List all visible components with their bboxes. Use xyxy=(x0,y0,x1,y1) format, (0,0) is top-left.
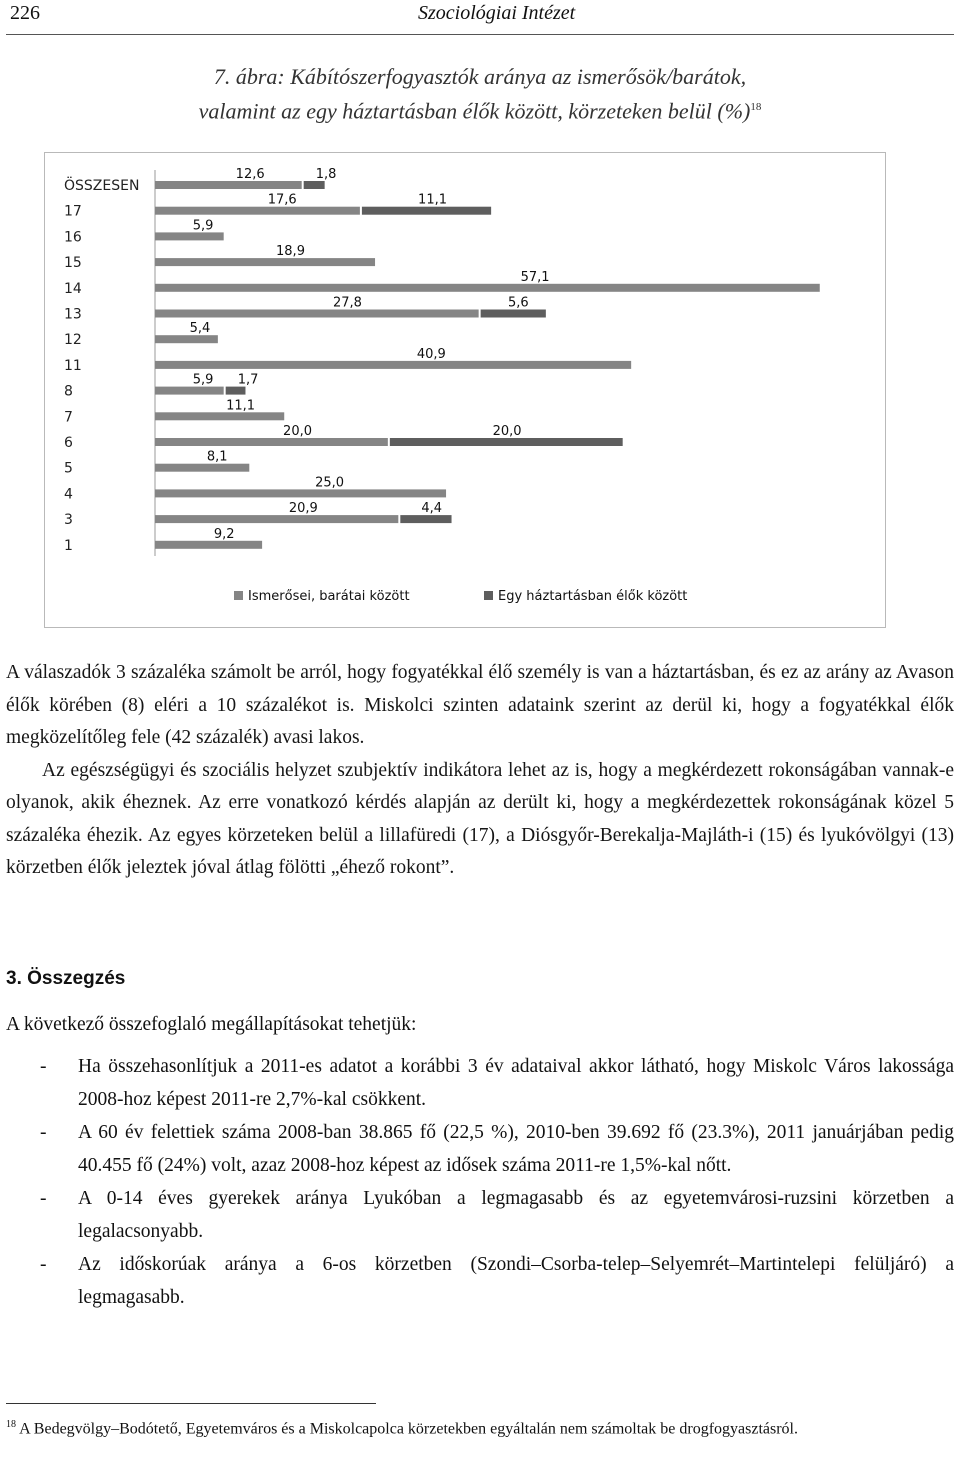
paragraph-hunger: Az egészségügyi és szociális helyzet szubjektív indikátora lehet az is, hogy a megkérdezett rokonságában vannak-e olyanok, akik éheznek. Az erre vonatkozó kérdés alapján az derült ki, hogy a megkérdezettek rokonságának közel 5 százaléka éhezik. Az egyes körzeteken belül a lillafüredi (17), a Diósgyőr-Berekalja-Majláth-i (15) és lyukóvölgyi (13) körzetben élők jeleztek jóval átlag fölötti „éhező rokont”. xyxy=(6,759,954,878)
data-label: 4,4 xyxy=(421,501,443,517)
legend-swatch xyxy=(484,591,493,600)
list-item-text: A 60 év felettiek száma 2008-ban 38.865 fő (22,5 %), 2010-ben 39.692 fő (23.3%), 2011 januárjában pedig 40.455 fő (24%) volt, azaz 2008-hoz képest az idősek száma 2011-re 1,5%-kal nőtt. xyxy=(78,1122,954,1176)
y-tick-label: 5 xyxy=(64,460,73,477)
data-label: 20,0 xyxy=(283,424,313,439)
y-tick-label: 16 xyxy=(64,229,82,246)
bar-household xyxy=(481,310,546,318)
list-dash: - xyxy=(40,1122,47,1143)
data-label: 9,2 xyxy=(213,526,235,542)
footnote-text: A Bedegvölgy–Bodótető, Egyetemváros és a Miskolcapolca körzetekben egyáltalán nem számoltak be drogfogyasztásról. xyxy=(19,1420,798,1438)
figure-caption-line-1: 7. ábra: Kábítószerfogyasztók aránya az ismerősök/barátok, xyxy=(213,64,747,89)
list-item xyxy=(6,1116,954,1182)
data-label: 12,6 xyxy=(235,167,265,182)
section-intro: A következő összefoglaló megállapításokat tehetjük: xyxy=(6,1014,417,1035)
y-tick-label: 3 xyxy=(64,512,73,529)
data-label: 1,7 xyxy=(237,372,259,388)
data-label: 20,9 xyxy=(288,501,318,517)
y-tick-label: 14 xyxy=(64,280,82,297)
bar-friends xyxy=(155,361,631,369)
data-label: 1,8 xyxy=(315,167,337,182)
bar-friends xyxy=(155,541,262,549)
footnote-number: 18 xyxy=(6,1419,16,1430)
y-tick-label: 4 xyxy=(64,486,73,503)
data-label: 27,8 xyxy=(333,295,362,311)
bar-friends xyxy=(155,310,479,318)
paragraph-disability: A válaszadók 3 százaléka számolt be arról, hogy fogyatékkal élő személy is van a háztartásban, és ez az arány az Avason élők körében (8) eléri a 10 százalékot is. Miskolci szinten adataink szerint az derül ki, hogy a fogyatékkal élők megközelítőleg fele (42 százalék) avasi lakos. xyxy=(6,662,954,748)
bar-friends xyxy=(155,181,302,189)
y-tick-label: 1 xyxy=(64,537,73,554)
list-item xyxy=(6,1248,954,1314)
list-item xyxy=(6,1182,954,1248)
data-label: 25,0 xyxy=(315,475,345,491)
legend-label: Ismerősei, barátai között xyxy=(248,589,410,604)
footnote-divider xyxy=(6,1403,376,1404)
bar-friends xyxy=(155,335,218,343)
y-tick-label: 12 xyxy=(64,332,82,349)
bar-friends xyxy=(155,464,249,472)
list-item-text: Ha összehasonlítjuk a 2011-es adatot a korábbi 3 év adataival akkor látható, hogy Miskolc Város lakossága 2008-hoz képest 2011-re 2,7%-kal csökkent. xyxy=(78,1056,954,1110)
body-text xyxy=(6,657,954,885)
y-tick-label: 7 xyxy=(64,409,73,426)
bar-household xyxy=(304,181,325,189)
page-header xyxy=(6,0,954,35)
data-label: 17,6 xyxy=(267,192,297,208)
list-item-text: A 0-14 éves gyerekek aránya Lyukóban a legmagasabb és az egyetemvárosi-ruzsini körzetben a legalacsonyabb. xyxy=(78,1188,954,1242)
running-title: Szociológiai Intézet xyxy=(418,2,576,24)
list-dash: - xyxy=(40,1254,47,1275)
data-label: 5,9 xyxy=(192,218,214,234)
data-label: 5,9 xyxy=(192,372,214,388)
figure-caption xyxy=(0,62,960,126)
list-item xyxy=(6,1050,954,1116)
section-heading: 3. Összegzés xyxy=(6,968,126,989)
bar-friends xyxy=(155,515,398,523)
data-label: 40,9 xyxy=(416,346,446,362)
data-label: 11,1 xyxy=(226,398,256,414)
bar-friends xyxy=(155,489,446,497)
footnote-reference: 18 xyxy=(750,101,762,113)
data-label: 20,0 xyxy=(492,424,522,439)
bar-friends xyxy=(155,207,360,215)
bar-friends xyxy=(155,232,224,240)
y-tick-label: 11 xyxy=(64,357,82,374)
list-dash: - xyxy=(40,1056,47,1077)
bar-household xyxy=(400,515,451,523)
list-item-text: Az időskorúak aránya a 6-os körzetben (Szondi–Csorba-telep–Selyemrét–Martintelepi felüljáró) a legmagasabb. xyxy=(78,1254,954,1308)
y-tick-label: 8 xyxy=(64,383,73,400)
bar-friends xyxy=(155,412,284,420)
y-tick-label: ÖSSZESEN xyxy=(64,178,140,194)
data-label: 11,1 xyxy=(418,192,448,208)
y-tick-label: 6 xyxy=(64,435,73,451)
footnote xyxy=(6,1412,954,1442)
list-dash: - xyxy=(40,1188,47,1209)
summary-list xyxy=(6,1050,954,1314)
y-tick-label: 17 xyxy=(64,203,82,220)
bar-friends xyxy=(155,284,820,292)
y-tick-label: 15 xyxy=(64,255,82,272)
bar-household xyxy=(390,438,623,446)
bar-friends xyxy=(155,258,375,266)
data-label: 8,1 xyxy=(206,449,228,465)
bar-chart xyxy=(44,152,886,628)
data-label: 5,4 xyxy=(189,321,211,337)
page-number: 226 xyxy=(10,2,40,24)
figure-caption-line-2-text: valamint az egy háztartásban élők között, körzeteken belül (%) xyxy=(198,98,751,124)
bar-household xyxy=(226,387,246,395)
bar-friends xyxy=(155,387,224,395)
bar-household xyxy=(362,207,491,215)
legend-swatch xyxy=(234,591,243,600)
data-label: 18,9 xyxy=(276,244,305,260)
data-label: 57,1 xyxy=(520,269,550,285)
y-tick-label: 13 xyxy=(64,306,82,323)
figure-caption-line-2 xyxy=(0,92,960,126)
data-label: 5,6 xyxy=(507,295,529,311)
bar-friends xyxy=(155,438,388,446)
legend-label: Egy háztartásban élők között xyxy=(498,589,688,604)
